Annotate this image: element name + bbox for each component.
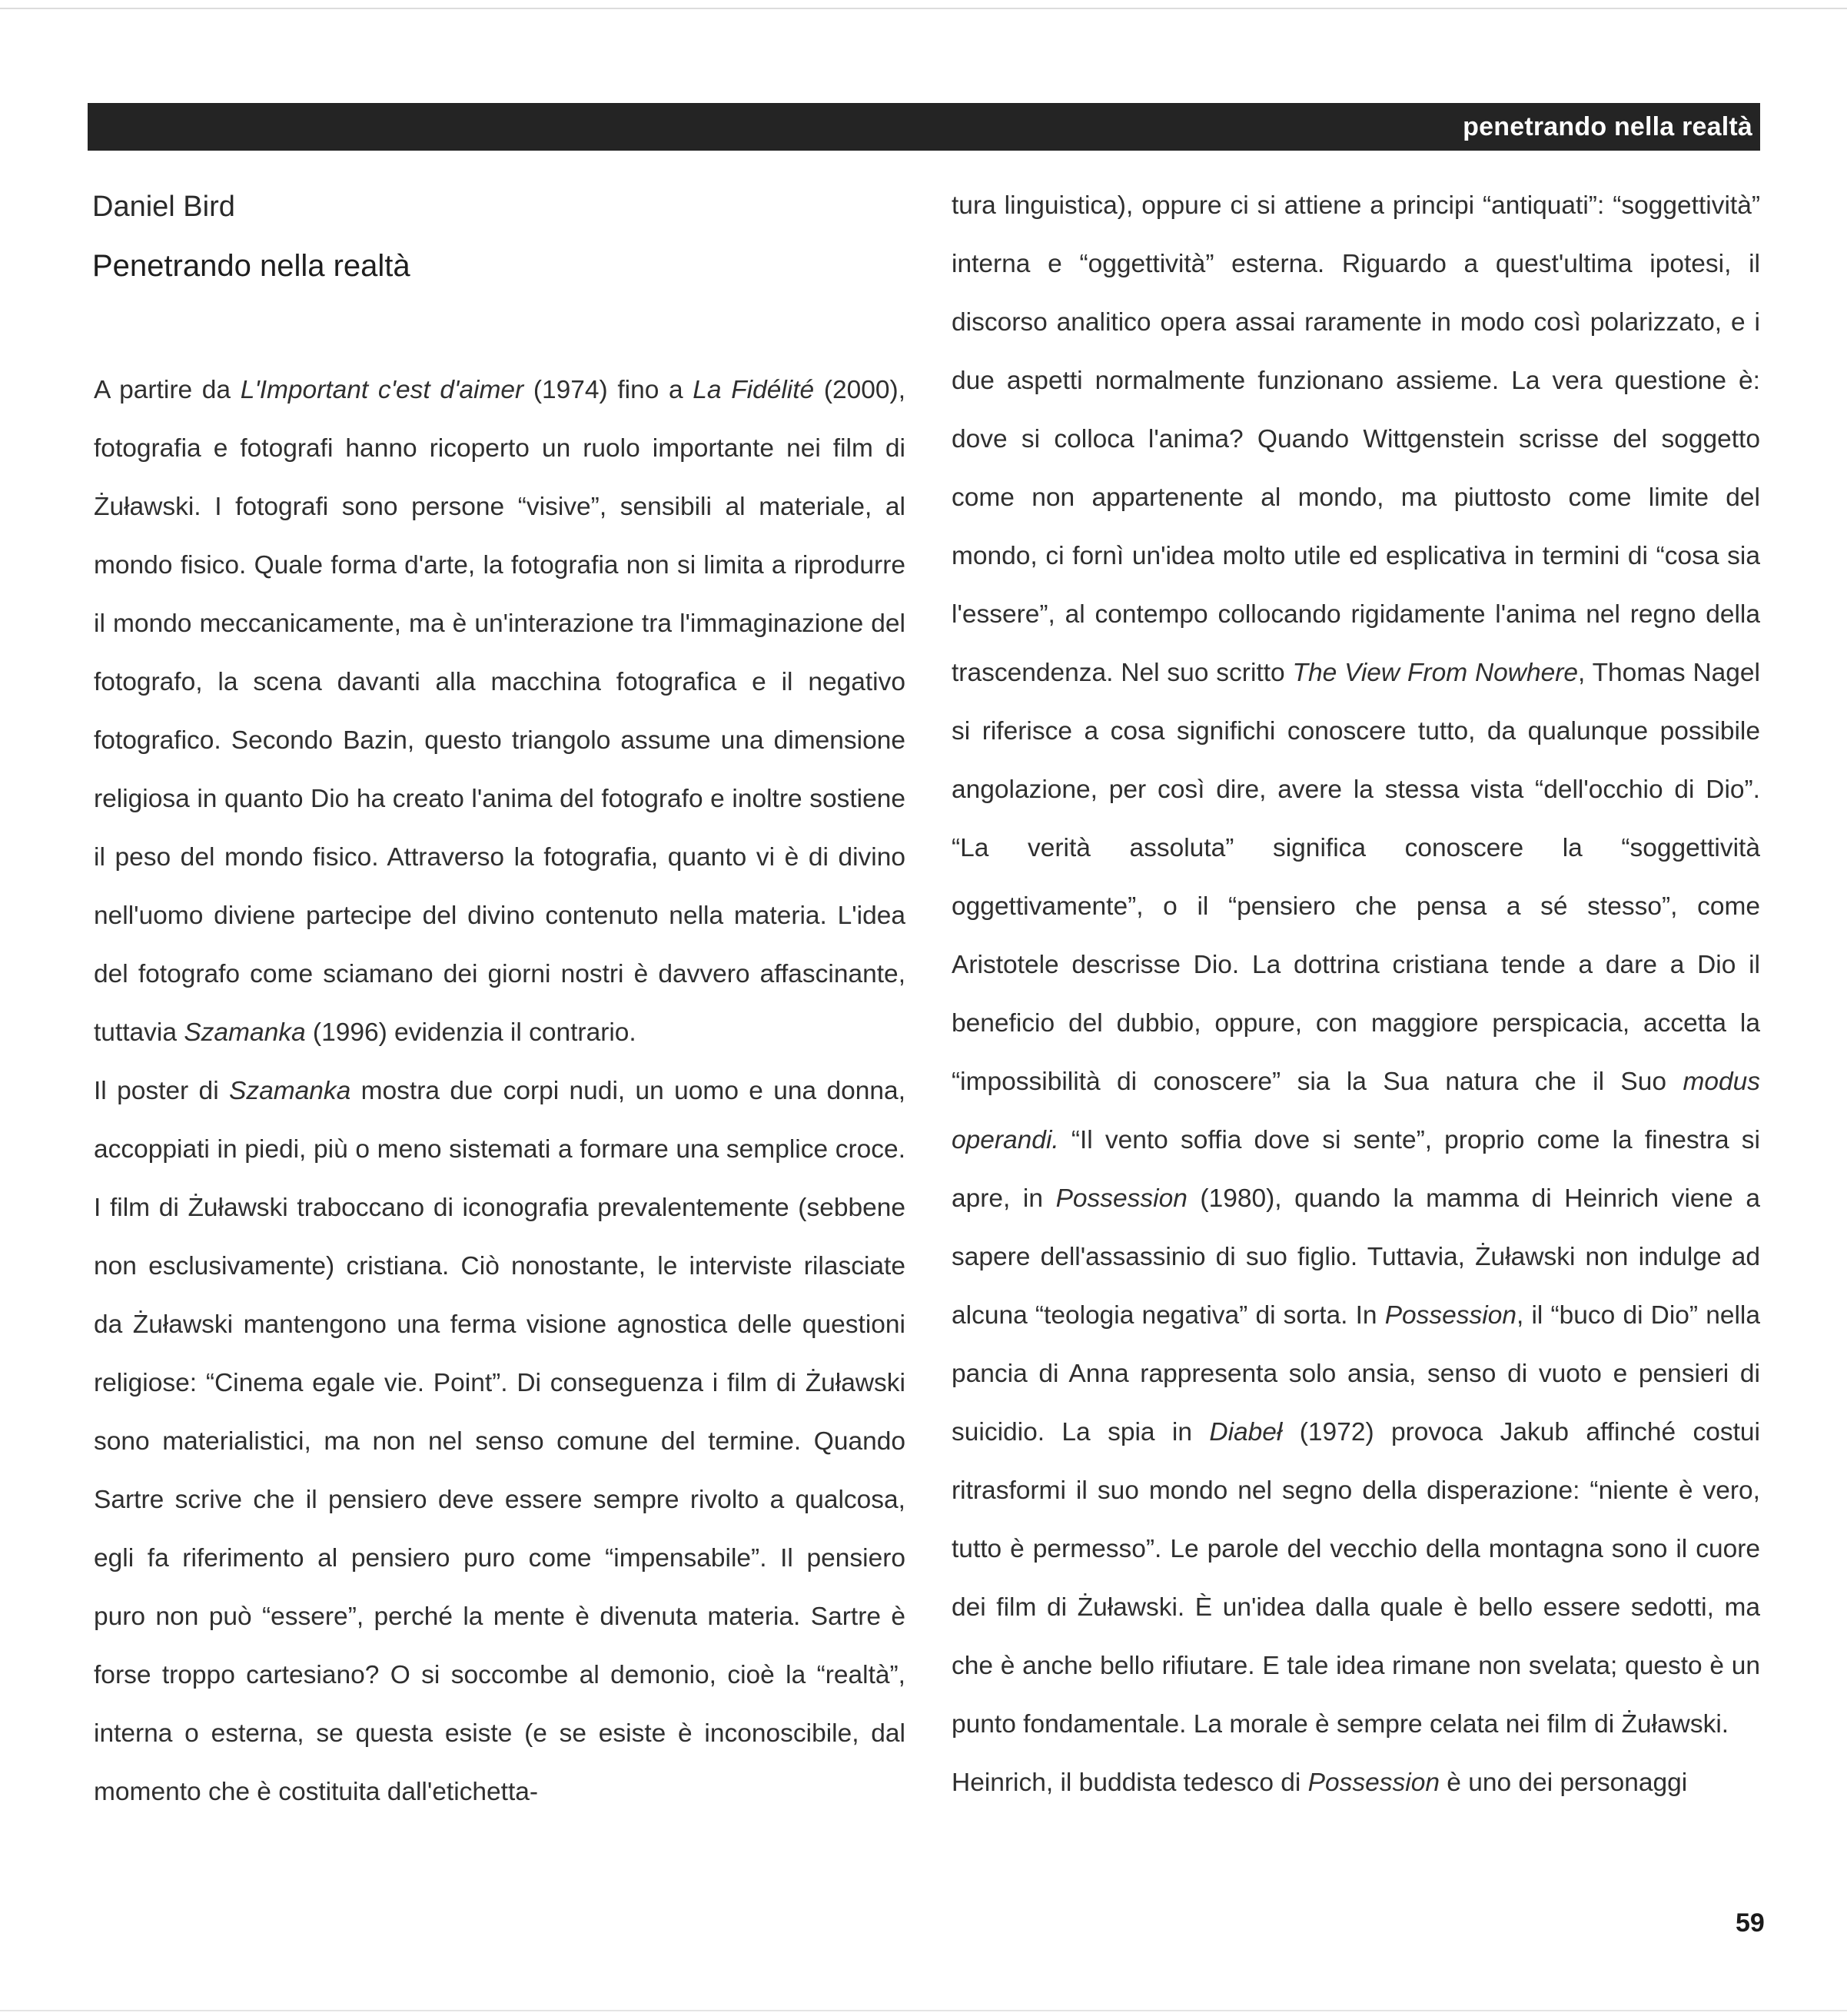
- right-column: [952, 177, 1760, 1812]
- italic-title-text: The View From Nowhere: [1292, 659, 1579, 687]
- article-title: Penetrando nella realtà: [92, 249, 410, 283]
- italic-title-text: L'Important c'est d'aimer: [240, 376, 524, 404]
- italic-title-text: Possession: [1307, 1769, 1440, 1797]
- body-text: (1996) evidenzia il contrario.: [305, 1018, 636, 1047]
- body-text: è uno dei personaggi: [1439, 1769, 1688, 1797]
- body-text: (1974) fino a: [523, 376, 693, 404]
- italic-title-text: Szamanka: [228, 1077, 351, 1105]
- page-number: 59: [1736, 1908, 1765, 1938]
- right-paragraph-2: [952, 1754, 1760, 1812]
- body-text: (1972) provoca Jakub affinché costui ritrasformi il suo mondo nel segno della disperazione: “niente è vero, tutto è permesso”. Le parole del vecchio della montagna sono il cuore dei film di Żuławski. È un'idea dalla quale è bello essere sedotti, ma che è anche bello rifiutare. E tale idea rimane non svelata; questo è un punto fondamentale. La morale è sempre celata nei film di Żuławski.: [952, 1418, 1760, 1739]
- left-paragraph-2: [94, 1062, 905, 1822]
- body-text: (2000), fotografia e fotografi hanno ricoperto un ruolo importante nei film di Żuławski. I fotografi sono persone “visive”, sensibili al materiale, al mondo fisico. Quale forma d'arte, la fotografia non si limita a riprodurre il mondo meccanicamente, ma è un'interazione tra l'immaginazione del fotografo, la scena davanti alla macchina fotografica e il negativo fotografico. Secondo Bazin, questo triangolo assume una dimensione religiosa in quanto Dio ha creato l'anima del fotografo e inoltre sostiene il peso del mondo fisico. Attraverso la fotografia, quanto vi è di divino nell'uomo diviene partecipe del divino contenuto nella materia. L'idea del fotografo come sciamano dei giorni nostri è davvero affascinante, tuttavia: [94, 376, 906, 1047]
- body-text: , Thomas Nagel si riferisce a cosa significhi conoscere tutto, da qualunque possibile angolazione, per così dire, avere la stessa vista “dell'occhio di Dio”. “La verità assoluta” significa conoscere la “soggettività oggettivamente”, o il “pensiero che pensa a sé stesso”, come Aristotele descrisse Dio. La dottrina cristiana tende a dare a Dio il beneficio del dubbio, oppure, con maggiore perspicacia, accetta la “impossibilità di conoscere” sia la Sua natura che il Suo: [952, 659, 1760, 1096]
- running-header-bar: [88, 103, 1760, 151]
- left-column: [94, 361, 905, 1822]
- italic-title-text: modus operandi.: [952, 1068, 1760, 1154]
- italic-title-text: Szamanka: [184, 1018, 306, 1047]
- italic-title-text: La Fidélité: [693, 376, 815, 404]
- body-text: tura linguistica), oppure ci si attiene a principi “antiquati”: “soggettività” interna e “oggettività” esterna. Riguardo a quest'ultima ipotesi, il discorso analitico opera assai raramente in modo così polarizzato, e i due aspetti normalmente funzionano assieme. La vera questione è: dove si colloca l'anima? Quando Wittgenstein scrisse del soggetto come non appartenente al mondo, ma piuttosto come limite del mondo, ci fornì un'idea molto utile ed esplicativa in termini di “cosa sia l'essere”, al contempo collocando rigidamente l'anima nel regno della trascendenza. Nel suo scritto: [952, 191, 1760, 687]
- body-text: Heinrich, il buddista tedesco di: [952, 1769, 1308, 1797]
- body-text: “Il vento soffia dove si sente”, proprio come la finestra si apre, in: [952, 1126, 1760, 1213]
- body-text: mostra due corpi nudi, un uomo e una donna, accoppiati in piedi, più o meno sistemati a formare una semplice croce. I film di Żuławski traboccano di iconografia prevalentemente (sebbene non esclusivamente) cristiana. Ciò nonostante, le interviste rilasciate da Żuławski mantengono una ferma visione agnostica delle questioni religiose: “Cinema egale vie. Point”. Di conseguenza i film di Żuławski sono materialistici, ma non nel senso comune del termine. Quando Sartre scrive che il pensiero deve essere sempre rivolto a qualcosa, egli fa riferimento al pensiero puro come “impensabile”. Il pensiero puro non può “essere”, perché la mente è divenuta materia. Sartre è forse troppo cartesiano? O si soccombe al demonio, cioè la “realtà”, interna o esterna, se questa esiste (e se esiste è inconoscibile, dal momento che è costituita dall'etichetta-: [94, 1077, 905, 1806]
- bottom-rule: [0, 2010, 1847, 2011]
- running-header-title: penetrando nella realtà: [1463, 112, 1752, 141]
- body-text: (1980), quando la mamma di Heinrich viene a sapere dell'assassinio di suo figlio. Tuttavia, Żuławski non indulge ad alcuna “teologia negativa” di sorta. In: [952, 1184, 1760, 1330]
- body-text: , il “buco di Dio” nella pancia di Anna rappresenta solo ansia, senso di vuoto e pensieri di suicidio. La spia in: [952, 1301, 1761, 1446]
- body-text: Il poster di: [94, 1077, 229, 1105]
- italic-title-text: Diabeł: [1209, 1418, 1283, 1446]
- italic-title-text: Possession: [1055, 1184, 1188, 1213]
- left-paragraph-1: [94, 361, 905, 1062]
- body-text: A partire da: [94, 376, 241, 404]
- author-name: Daniel Bird: [92, 191, 235, 223]
- italic-title-text: Possession: [1384, 1301, 1517, 1330]
- right-paragraph-1: [952, 177, 1760, 1754]
- top-rule: [0, 8, 1847, 9]
